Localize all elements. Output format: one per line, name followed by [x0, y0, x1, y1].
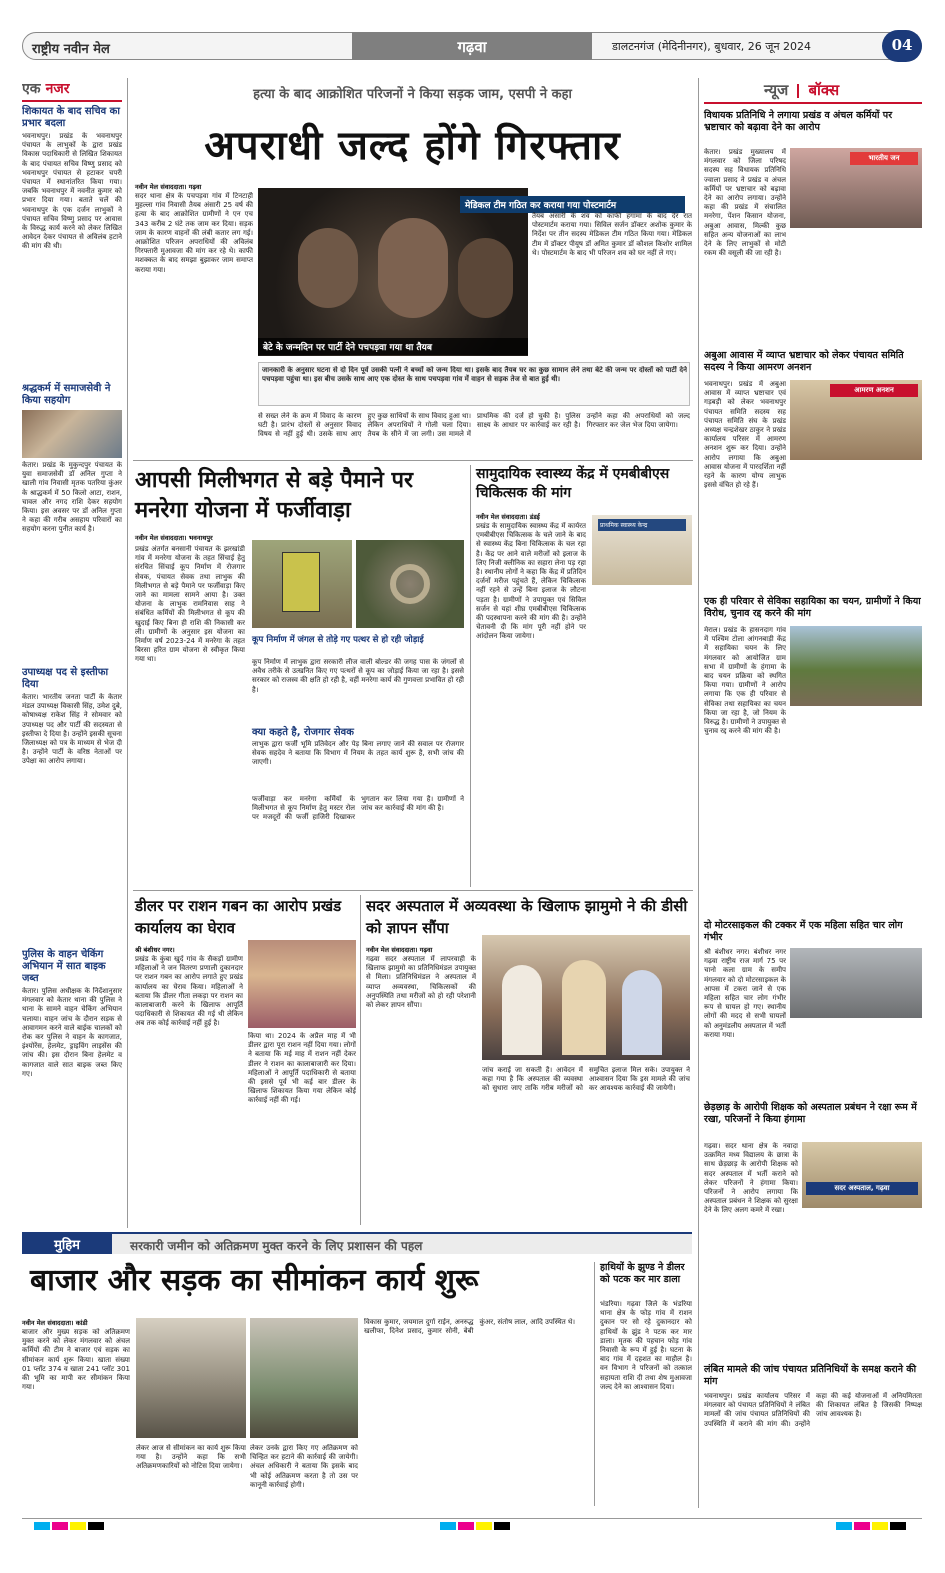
chc-sign: प्राथमिक स्वास्थ्य केन्द्र: [598, 519, 686, 531]
lead-body-1: सदर थाना क्षेत्र के पचपड़वा गांव में टिनटाही मुहल्ला गांव निवासी तैयब अंसारी 25 वर्ष की हत्या के बाद आक्रोशित ग्रामीणों ने एन एच 343 करीब 2 घंटे तक जाम कर दिया। सड़क जाम के कारण वाहनों की लंबी कतार लग गई। आक्रोशित परिजन अपराधियों की अविलंब गिरफ्तारी मुआवजा की मांग कर रहे थे। काफी मशक्कत के बाद समझा बुझाकर जाम समाप्त कराया गया।: [135, 192, 253, 274]
right-story-3-headline: एक ही परिवार से सेविका सहायिका का चयन, ग्रामीणों ने किया विरोध, चुनाव रद्द करने की मांग: [704, 596, 921, 619]
reg-swatch-1: [34, 1522, 50, 1530]
reg-swatch-2: [52, 1522, 68, 1530]
lead-body-4: से सख्त लेने के क्रम में विवाद के कारण घटी है। प्रारंभ दोस्तों से अनुसार विवाद विषय से नहीं हुई थी। उसके साथ आए हुए कुछ साथियों के साथ विवाद हुआ था। लेकिन अपराधियों ने गोली चला दिया। तैयब के सीने में जा लगी। उस मामले में प्राथमिक की दर्ज हो चुकी है। पुलिस साक्ष्य के आधार पर कार्रवाई कर रही है। उन्होंने कहा की अपराधियों को जल्द गिरफ्तार कर जेल भेज दिया जायेगा।: [258, 412, 690, 439]
right-story-2-body: भवनाथपुर। प्रखंड में अबुआ आवास में व्याप्त भ्रष्टाचार एवं गड़बड़ी को लेकर भवनाथपुर पंचायत समिति सदस्य सह पंचायत समिति संघ के प्रखंड अध्यक्ष चन्द्रशेखर ठाकुर ने प्रखंड कार्यालय परिसर में आमरण अनशन शुरू कर दिया। उन्होंने आरोप लगाया कि अबुआ आवास योजना में पारदर्शिता नहीं रहने के कारण योग्य लाभुक इससे वंचित हो रहे हैं।: [704, 380, 786, 490]
right-story-5-headline: छेड़छाड़ के आरोपी शिक्षक को अस्पताल प्रबंधन ने रक्षा रूम में रखा, परिजनों ने किया हंगामा: [704, 1102, 917, 1125]
mnrega-quote-head: क्या कहते है, रोजगार सेवक: [252, 727, 354, 738]
left-story-2-photo: [22, 410, 122, 458]
mission-body-4: लेकर उनके द्वारा किए गए अतिक्रमण को चिन्हित कर हटाने की कार्रवाई की जायेगी। अंचल अधिकारी ने बताया कि इसके बाद भी कोई अतिक्रमण करता है तो उस पर कानूनी कार्रवाई होगी।: [250, 1444, 358, 1489]
mission-body-3: विकास कुमार, जयमाल दुर्गा राईन, अनरुद्ध खलीफा, दिनेश प्रसाद, कुमार सोनी, बेबी कुंअर, संतोष लाल, आदि उपस्थित थे।: [364, 1318, 576, 1336]
left-story-2-headline: श्रद्धकर्म में समाजसेवी ने किया सहयोग: [22, 383, 111, 406]
left-story-4-body: केतार। पुलिस अधीक्षक के निर्देशानुसार मंगलवार को केतार थाना की पुलिस ने थाना के सामने वाहन चेकिंग अभियान चलाया। वाहन जांच के दौरान सड़क से आवागमन करने वाले बाईक चालकों को रोक कर पुलिस ने वाहन के कागजात, इंश्योरेंस, हेलमेट, ड्राइविंग लाइसेंस की जांच की। इस दौरान बिना हेलमेट व कागजात वाले सात बाइक जब्त किए गए।: [22, 987, 122, 1078]
lead-photo: [258, 188, 528, 356]
lead-kicker: हत्या के बाद आक्रोशित परिजनों ने किया सड़क जाम, एसपी ने कहा: [253, 87, 572, 102]
lead-photo-caption-top: मेडिकल टीम गठित कर कराया गया पोस्टमार्टम: [460, 196, 685, 213]
right-story-4-headline: दो मोटरसाइकल की टक्कर में एक महिला सहित चार लोग गंभीर: [704, 920, 903, 943]
mission-kicker: सरकारी जमीन को अतिक्रमण मुक्त करने के लिए प्रशासन की पहल: [130, 1239, 423, 1253]
elephant-headline: हाथियों के झुण्ड ने डीलर को पटक कर मार डाला: [600, 1262, 685, 1285]
ration-body-2: किया था। 2024 के अप्रैल माह में भी डीलर द्वारा पूरा राशन नहीं दिया गया। लोगों ने बताया कि मई माह में राशन नहीं देकर डीलर ने राशन का कालाबाजारी कर दिया। महिलाओं ने आपूर्ति पदाधिकारी से बताया की इससे पूर्व भी कई बार डीलर के खिलाफ शिकायत किया गया लेकिन कोई कार्रवाई नहीं की गई।: [248, 1032, 356, 1105]
right-story-5-sign: सदर अस्पताल, गढ़वा: [806, 1182, 918, 1195]
reg-swatch-7: [476, 1522, 492, 1530]
mnrega-headline: आपसी मिलीभगत से बड़े पैमाने पर मनरेगा योजना में फर्जीवाड़ा: [135, 467, 413, 523]
reg-swatch-11: [872, 1522, 888, 1530]
reg-swatch-10: [854, 1522, 870, 1530]
lead-headline: अपराधी जल्द होंगे गिरफ्तार: [204, 122, 621, 169]
left-story-4-headline: पुलिस के वाहन चेकिंग अभियान में सात बाइक जब्त: [22, 949, 106, 984]
elephant-body: भंडरिया। गढ़वा जिले के भंडरिया थाना क्षेत्र के फोड़ गांव में राशन दुकान पर सो रहे दुकानदार को हाथियों के झुंड ने पटक कर मार डाला। मृतक की पहचान फोड़ गांव निवासी के रूप में हुई है। घटना के बाद गांव में दहशत का माहौल है। वन विभाग ने परिजनों को तत्काल सहायता राशि दी तथा शेष मुआवजा जल्द देने का आश्वासन दिया।: [600, 1300, 692, 1391]
mission-photo-2: [250, 1318, 358, 1438]
chc-body-cont: [592, 590, 692, 887]
ration-byline: श्री बंशीधर नगर।: [135, 946, 175, 954]
section-tag: [22, 78, 122, 102]
ration-photo: [248, 940, 356, 1028]
mission-byline: नवीन मेल संवाददाता। कांडी: [22, 1319, 88, 1327]
page-number: 04: [891, 36, 913, 54]
section-name: गढ़वा: [457, 38, 487, 56]
ration-body-1: प्रखंड के कुंबा खुर्द गांव के सैकड़ों ग्रामीण महिलाओं ने जन वितरण प्रणाली दुकानदार पर राशन गबन का आरोप लगाते हुए प्रखंड कार्यालय का घेराव किया। महिलाओं ने बताया कि डीलर गीता लकड़ा पर राशन का कालाबाजारी करने के खिलाफ आपूर्ति पदाधिकारी से शिकायत की गई थी लेकिन अब तक कोई कार्रवाई नहीं हुई है।: [135, 955, 243, 1028]
right-story-2-banner: आमरण अनशन: [830, 384, 918, 397]
reg-swatch-6: [458, 1522, 474, 1530]
mission-tag: मुहिम: [54, 1238, 80, 1253]
right-story-6-body: भवनाथपुर। प्रखंड कार्यालय परिसर में मंगलवार को पंचायत प्रतिनिधियों ने लंबित मामलों की जांच पंचायत प्रतिनिधियों की उपस्थिति में कराने की मांग की। उन्होंने कहा की कई योजनाओं में अनियमितता की शिकायत लंबित है जिसकी निष्पक्ष जांच आवश्यक है।: [704, 1392, 922, 1428]
right-story-2-photo: [790, 380, 922, 460]
chc-byline: नवीन मेल संवाददाता। डंडई: [476, 513, 540, 521]
lead-byline: नवीन मेल संवाददाता। गढ़वा: [135, 183, 202, 191]
right-story-3-body-cont: [790, 710, 922, 916]
reg-swatch-3: [70, 1522, 86, 1530]
mission-headline: बाजार और सड़क का सीमांकन कार्य शुरू: [30, 1263, 479, 1298]
hospital-body-2: जांच कराई जा सकती है। आवेदन में कहा गया है कि अस्पताल की व्यवस्था को सुधारा जाए ताकि गरीब मरीजों को समुचित इलाज मिल सके। उपायुक्त ने आश्वासन दिया कि इस मामले की जांच कर आवश्यक कार्रवाई की जायेगी।: [482, 1066, 690, 1093]
column-rule-mission: [594, 1262, 595, 1506]
right-story-2-body-cont: [790, 464, 922, 590]
left-story-2-body: केतार। प्रखंड के मुकुन्दपुर पंचायत के युवा समाजसेवी डॉ अनिल गुप्ता ने खाली गांव निवासी मृतक पतरिया कुंअर के श्राद्धकर्म में 50 किलो आटा, राशन, चावल और नगद राशि देकर सहयोग किया। इस अवसर पर डॉ अनिल गुप्ता ने कहा की गरीब असहाय परिवारों का सहयोग करना पुनीत कार्य है।: [22, 461, 122, 534]
dateline: डालटनगंज (मेदिनीनगर), बुधवार, 26 जून 2024: [612, 40, 812, 53]
news-box-separator: [797, 84, 799, 98]
ration-headline: डीलर पर राशन गबन का आरोप प्रखंड कार्यालय का घेराव: [135, 897, 342, 937]
right-story-5-photo: [802, 1142, 922, 1208]
mnrega-photo-1: [252, 540, 352, 628]
mnrega-quote-body: लाभुक द्वारा फर्जी भूमि प्रतिवेदन और पेड़ बिना लगाए जाने की सवाल पर रोजगार सेवक सहदेव ने बताया कि विभाग में नियम के तहत कार्य शुरू है, सभी जांच की जाएगी।: [252, 740, 464, 767]
column-rule-right: [698, 78, 699, 1508]
hospital-photo: [482, 935, 690, 1060]
mnrega-body-1: प्रखंड अंतर्गत बनसानी पंचायत के झरखांडी गांव में मनरेगा योजना के तहत सिंचाई हेतु संरचित सिंचाई कूप निर्माण में रोजगार सेवक, पंचायत सेवक तथा लाभुक की मिलीभगत से बड़े पैमाने पर फर्जीवाड़ा किए जाने का मामला सामने आया है। उक्त योजना के लाभुक रामनिवास साह ने संबंधित कर्मियों की मिलीभगत से कूप की खुदाई किए बिना ही राशि की निकासी कर ली। ग्रामीणों के अनुसार इस योजना का निर्माण वर्ष 2023-24 में मनरेगा के तहत बिरसा हरित ग्राम योजना से स्वीकृत किया गया था।: [135, 545, 245, 664]
mnrega-body-2: कूप निर्माण में लाभुक द्वारा सरकारी लीज वाली बोल्डर की जगह पास के जंगलों से अवैध तरीके से उत्खनित किए गए पत्थरों से कूप का जोड़ाई किया जा रहा है। इससे सरकार को राजस्व की क्षति हो रही है, वहीं मनरेगा कार्य की गुणवत्ता प्रभावित हो रही है।: [252, 658, 464, 694]
right-story-3-photo: [790, 626, 922, 706]
rule-under-mnrega: [133, 890, 693, 891]
right-story-1-body-cont: [790, 232, 922, 344]
masthead: [22, 30, 922, 62]
left-column: [22, 78, 122, 1228]
left-story-3-body: केतार। भारतीय जनता पार्टी के केतार मंडल उपाध्यक्ष विकासी सिंह, उमेश दुबे, कोषाध्यक्ष राकेश सिंह ने सोमवार को उपाध्यक्ष पद और पार्टी की सदस्यता से इस्तीफा दे दिया है। उन्होंने इसकी सूचना जिलाध्यक्ष को पत्र के माध्यम से भेज दी है। उन्होंने पार्टी के वरिष्ठ नेताओं पर उपेक्षा का आरोप लगाया।: [22, 693, 122, 766]
right-story-1-headline: विधायक प्रतिनिधि ने लगाया प्रखंड व अंचल कर्मियों पर भ्रष्टाचार को बढ़ावा देने का आरोप: [704, 110, 893, 133]
right-story-4-body-cont: [790, 1022, 922, 1098]
lead-body-3: जानकारी के अनुसार घटना से दो दिन पूर्व उसकी पत्नी ने बच्चों को जन्म दिया था। इसके बाद तैयब घर का कुछ सामान लेने तथा बेटे की जन्म पर दोस्तों को पार्टी देने पचपड़वा पहुंचा था। इस बीच उसके साथ आए एक दोस्त के साथ पचपड़वा गांव में वाहन से सड़क तेज से बात हुई थी।: [262, 366, 687, 384]
left-story-1-body: भवनाथपुर। प्रखंड के भवनाथपुर पंचायत के लाभुकों के द्वारा प्रखंड विकास पदाधिकारी से लिखित शिकायत के बाद पंचायत सचिव विष्णु प्रसाद को भवनाथपुर पंचायत से हटाकर चपरी पंचायत में स्थानांतरित किया गया। जबकि भवनाथपुर में नवनीत कुमार को प्रभार दिया गया। बताते चलें की भवनाथपुर के एक दर्जन लाभुकों ने पंचायत सचिव विष्णु प्रसाद पर आवास के विरुद्ध कार्य करने को लेकर लिखित आवेदन देकर पंचायत से अविलंब हटाने की मांग की थी।: [22, 132, 122, 251]
chc-body: प्रखंड के सामुदायिक स्वास्थ्य केंद्र में कार्यरत एमबीबीएस चिकित्सक के चले जाने के बाद से स्वास्थ्य केंद्र बिना चिकित्सक के चल रहा है। केंद्र पर आने वाले मरीजों को इलाज के लिए निजी क्लीनिक का सहारा लेना पड़ रहा है। स्थानीय लोगों ने कहा कि केंद्र में प्रतिदिन दर्जनों मरीज पहुंचते हैं, लेकिन चिकित्सक नहीं रहने से उन्हें बिना इलाज के लौटना पड़ता है। ग्रामीणों ने उपायुक्त एवं सिविल सर्जन से यहां शीघ्र एमबीबीएस चिकित्सक की पदस्थापना करने की मांग की है। उन्होंने चेतावनी दी कि मांग पूरी नहीं होने पर आंदोलन किया जायेगा।: [476, 522, 586, 641]
rule-under-lead: [133, 460, 693, 461]
news-box-tag: [704, 80, 922, 104]
section-tag-a: एक: [22, 81, 41, 97]
news-box-tag-a: न्यूज: [764, 81, 789, 99]
right-story-1-photo: [790, 148, 922, 228]
paper-name: राष्ट्रीय नवीन मेल: [32, 42, 110, 57]
mnrega-byline: नवीन मेल संवाददाता। भवनाथपुर: [135, 534, 213, 542]
left-story-1-headline: शिकायत के बाद सचिव का प्रभार बदला: [22, 106, 120, 129]
right-story-1-body: केतार। प्रखंड मुख्यालय में मंगलवार को जिला परिषद सदस्य सह विधायक प्रतिनिधि ज्वाला प्रसाद ने प्रखंड व अंचल कर्मियों पर भ्रष्टाचार को बढ़ावा देने का आरोप लगाया। उन्होंने कहा की प्रखंड में संचालित मनरेगा, पेंशन किसान योजना, अबुआ आवास, मिल्की कुछ सहित अन्य योजनाओं का लाभ देने के लिए लाभुकों से मोटी रकम की वसूली की जा रही है।: [704, 148, 786, 258]
left-story-3-headline: उपाध्यक्ष पद से इस्तीफा दिया: [22, 667, 109, 690]
mnrega-photo-caption: कूप निर्माण में जंगल से तोड़े गए पत्थर से हो रही जोड़ाई: [252, 635, 424, 645]
right-story-4-body: श्री बंशीधर नगर। बंशीधर नगर गढ़वा राष्ट्रीय राज मार्ग 75 पर चानो कला ग्राम के समीप मंगलवार को दो मोटरसाइकल के आपस में टकरा जाने से एक महिला सहित चार लोग गंभीर रूप से घायल हो गए। स्थानीय लोगों की मदद से सभी घायलों को अनुमंडलीय अस्पताल में भर्ती कराया गया।: [704, 948, 786, 1039]
mission-body-2: लेकर आज से सीमांकन का कार्य शुरू किया गया है। उन्होंने कहा कि सभी अतिक्रमणकारियों को नोटिस दिया जायेगा।: [136, 1444, 246, 1471]
news-box-tag-b: बॉक्स: [808, 81, 840, 99]
column-rule-mid: [470, 465, 471, 887]
mission-photo-1: [136, 1318, 246, 1438]
chc-headline: सामुदायिक स्वास्थ्य केंद्र में एमबीबीएस चिकित्सक की मांग: [476, 466, 670, 501]
mnrega-body-3: फर्जीवाड़ा कर मनरेगा कर्मियों के मिलीभगत से कूप निर्माण हेतु मस्टर रोल पर मजदूरों की फर्जी हाजिरी दिखाकर भुगतान कर लिया गया है। ग्रामीणों ने जांच कर कार्रवाई की मांग की है।: [252, 795, 464, 822]
hospital-headline: सदर अस्पताल में अव्यवस्था के खिलाफ झामुमो ने की डीसी को ज्ञापन सौंपा: [366, 897, 688, 937]
column-rule-mid-2: [360, 895, 361, 1225]
mission-body-1: बाजार और मुख्य सड़क को अतिक्रमण मुक्त करने को लेकर मंगलवार को अंचल कर्मियों की टीम ने बाजार एवं सड़क का सीमांकन कार्य शुरू किया। खाता संख्या 01 प्लॉट 374 व खाता 241 प्लॉट 301 की भूमि का मापी कर सीमांकन किया गया।: [22, 1328, 130, 1392]
reg-swatch-8: [494, 1522, 510, 1530]
right-story-3-body: मेराल। प्रखंड के हासनदाग गांव में पश्चिम टोला आंगनबाड़ी केंद्र में सहायिका चयन के लिए मंगलवार को आयोजित ग्राम सभा में ग्रामीणों के हंगामा के बाद चयन प्रक्रिया को स्थगित किया गया। ग्रामीणों ने आरोप लगाया कि एक ही परिवार से सेविका तथा सहायिका का चयन किया जा रहा है, जो नियम के विरुद्ध है। ग्रामीणों ने उपायुक्त से चुनाव रद्द करने की मांग की है।: [704, 626, 786, 736]
right-story-1-banner: भारतीय जन: [850, 152, 918, 165]
reg-swatch-9: [836, 1522, 852, 1530]
reg-swatch-12: [890, 1522, 906, 1530]
section-tag-b: नजर: [45, 81, 70, 97]
right-story-6-headline: लंबित मामले की जांच पंचायत प्रतिनिधियों के समक्ष कराने की मांग: [704, 1364, 917, 1387]
chc-photo: [592, 515, 692, 585]
hospital-body-1: गढ़वा सदर अस्पताल में लापरवाही के खिलाफ झामुमो का प्रतिनिधिमंडल उपायुक्त से मिला। प्रतिनिधिमंडल ने अस्पताल में व्याप्त अव्यवस्था, चिकित्सकों की अनुपस्थिति तथा मरीजों को हो रही परेशानी को लेकर ज्ञापन सौंपा।: [366, 955, 476, 1010]
hospital-byline: नवीन मेल संवाददाता। गढ़वा: [366, 946, 433, 954]
lead-body-2: तैयब अंसारी के शव को काफी हंगामा के बाद देर रात पोस्टमार्टम कराया गया। सिविल सर्जन डॉक्टर अशोक कुमार के निर्देश पर तीन सदस्य मेडिकल टीम गठित किया गया। मेडिकल टीम में डॉक्टर पीयूष डॉ अमित कुमार डॉ कौशल किशोर शामिल थे। पोस्टमार्टम के बाद भी परिजन शव को घर नहीं ले गए।: [532, 212, 692, 257]
reg-swatch-5: [440, 1522, 456, 1530]
right-story-5-body-cont: [802, 1212, 922, 1360]
right-story-4-photo: [790, 948, 922, 1018]
column-rule-left: [127, 78, 128, 1228]
reg-swatch-4: [88, 1522, 104, 1530]
right-story-2-headline: अबुआ आवास में व्याप्त भ्रष्टाचार को लेकर पंचायत समिति सदस्य ने किया आमरण अनशन: [704, 350, 904, 373]
right-story-5-body: गढ़वा। सदर थाना क्षेत्र के नवादा उत्क्रमित मध्य विद्यालय के छात्रा के साथ छेड़छाड़ के आरोपी शिक्षक को सदर अस्पताल में भर्ती कराने को लेकर परिजनों ने हंगामा किया। परिजनों ने आरोप लगाया कि अस्पताल प्रबंधन ने शिक्षक को सुरक्षा देने के लिए अलग कमरे में रखा।: [704, 1142, 798, 1215]
mnrega-photo-2: [356, 540, 464, 628]
lead-photo-caption-bottom: बेटे के जन्मदिन पर पार्टी देने पचपड़वा गया था तैयब: [258, 338, 528, 355]
